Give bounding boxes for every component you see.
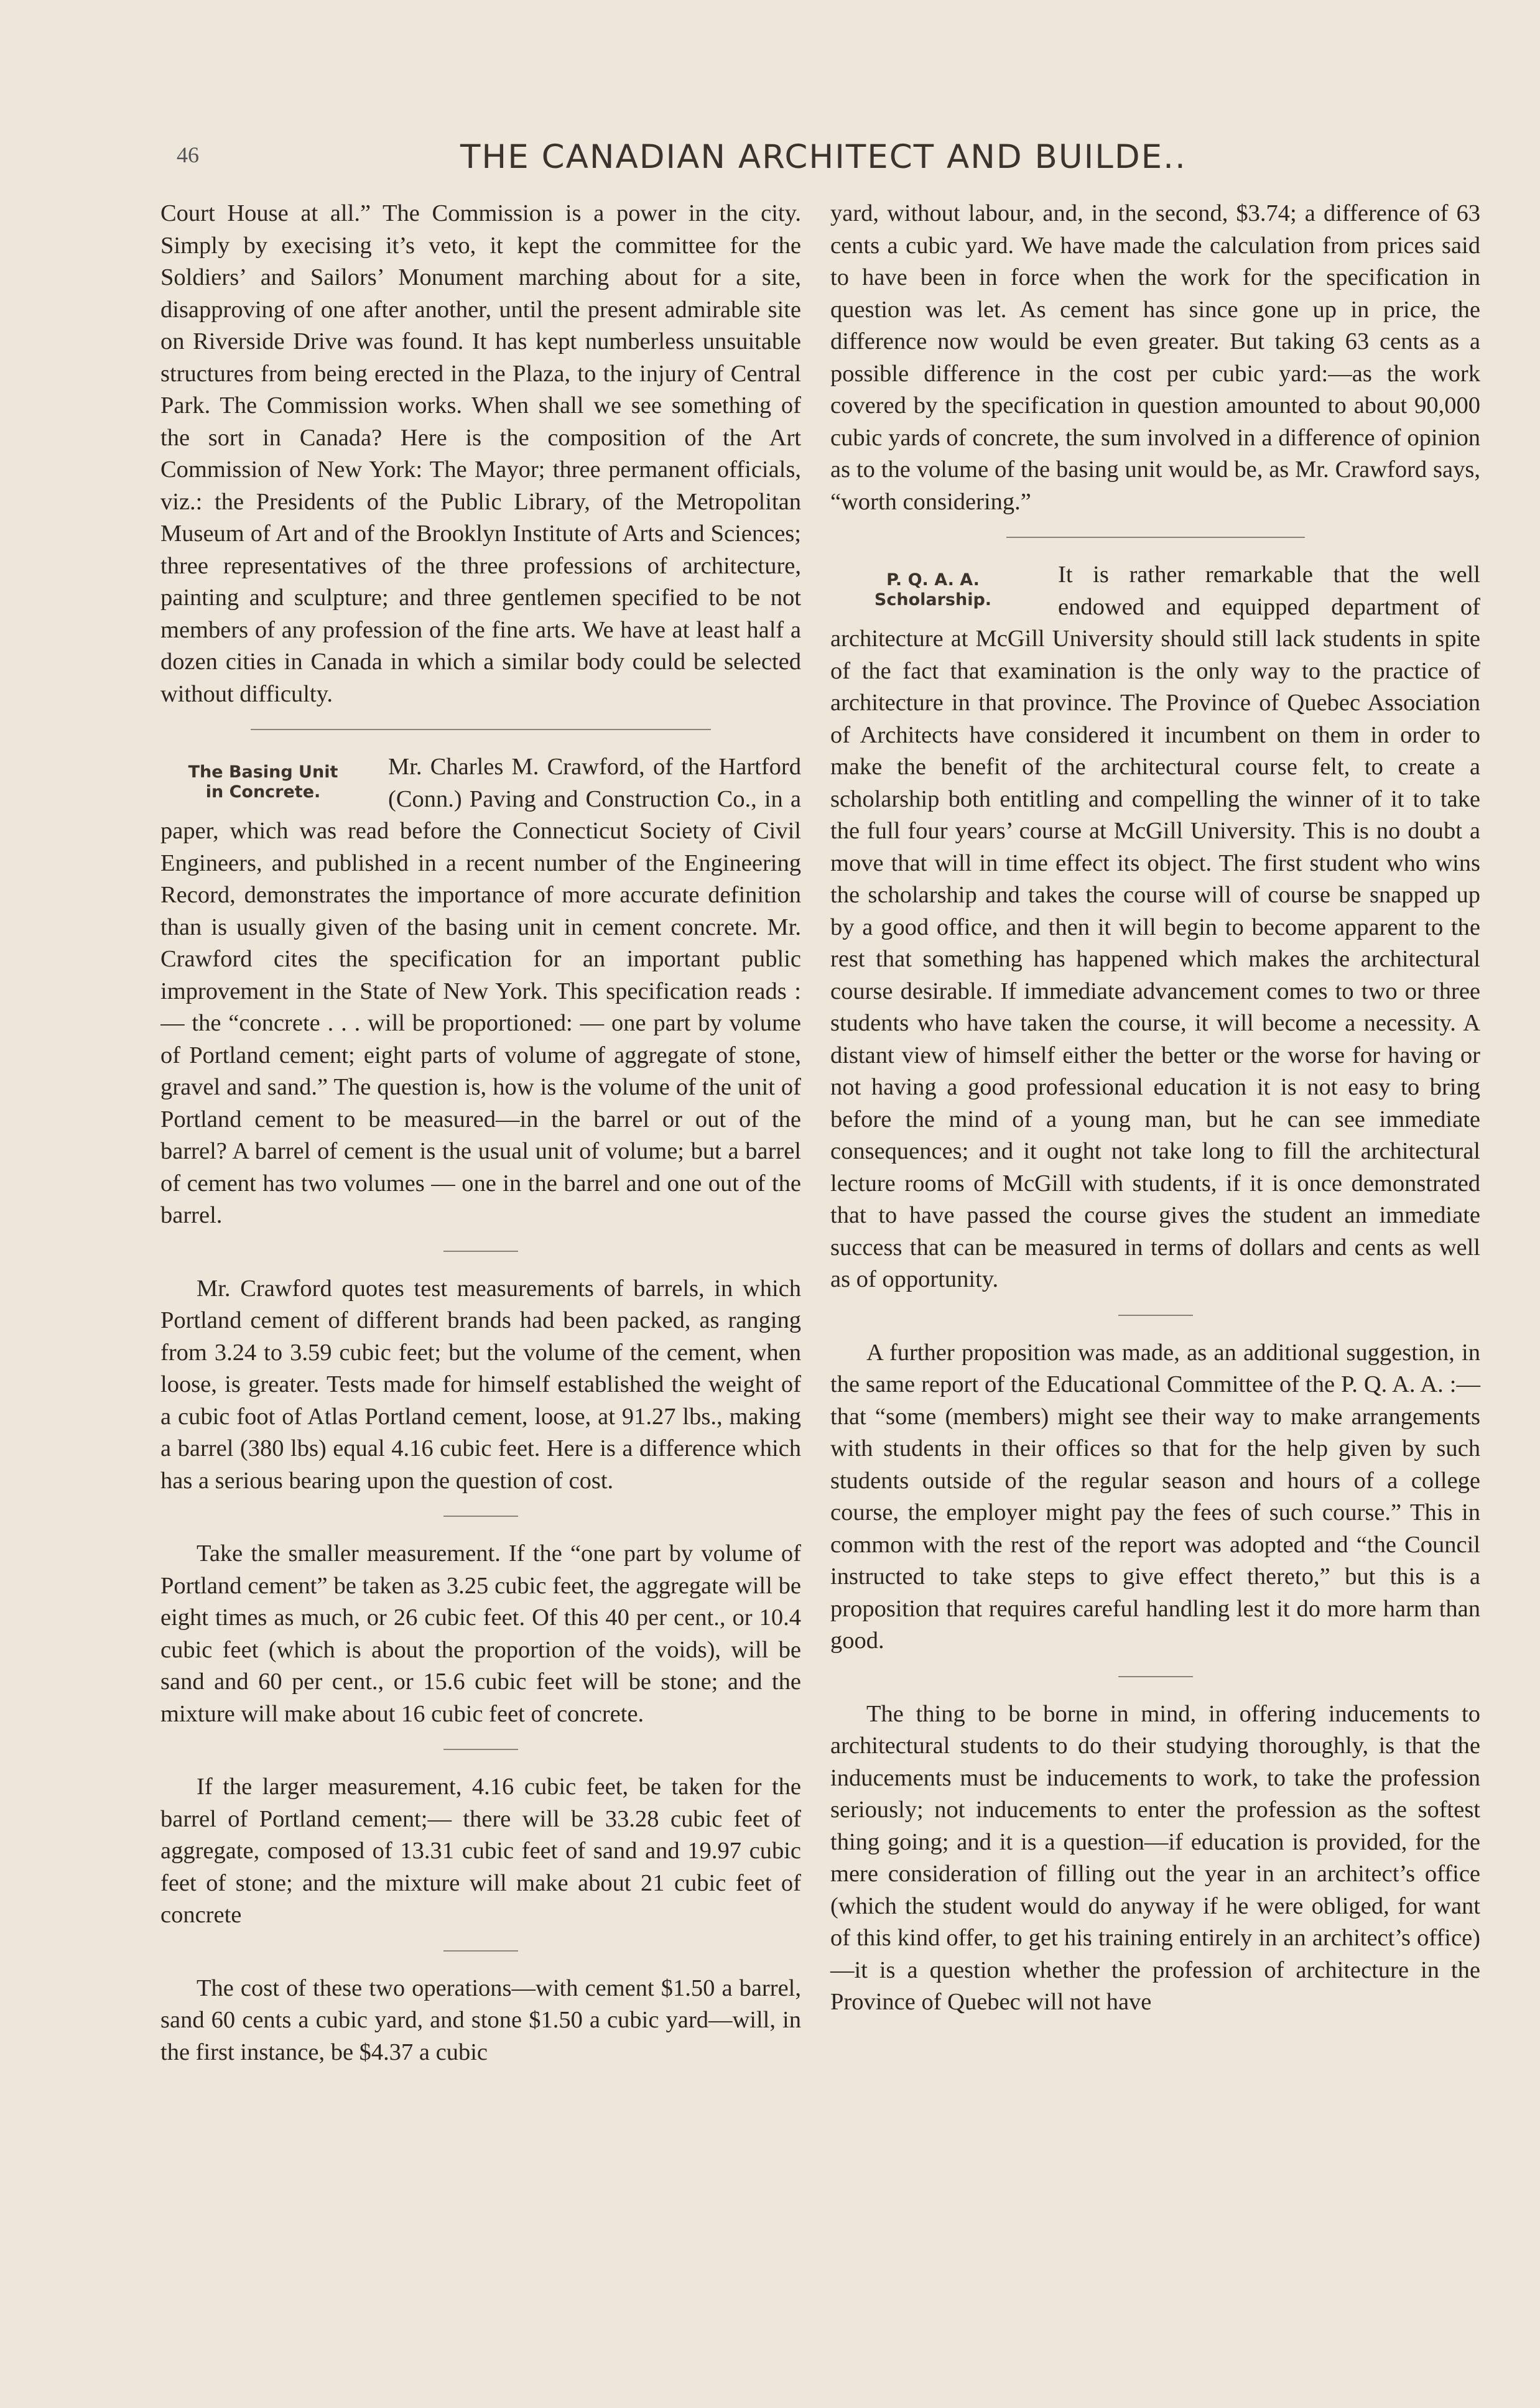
paragraph-cost-continued: yard, without labour, and, in the second, $3.74; a difference of 63 cents a cubic yard. We have made the calculation from prices said to have been in force when the work for the specification in question was let. As cement has since gone up in price, the difference now would be even greater. But taking 63 cents as a possible difference in the cost per cubic yard:—as the work covered by the specification in question amounted to about 90,000 cubic yards of concrete, the sum involved in a difference of opinion as to the volume of the basing unit would be, as Mr. Crawford says, “worth considering.” [830,200,1480,515]
running-head: THE CANADIAN ARCHITECT AND BUILDE.. [460,138,1187,176]
paragraph-divider [443,1516,518,1517]
paragraph-inducements: The thing to be borne in mind, in offering inducements to architectural students to do their studying thoroughly, is that the inducements must be inducements to work, to take the profession seriously; not inducements to enter the profession as the softest thing going; and it is a question—if education is provided, for the mere consideration of filling out the year in an architect’s office (which the student would do anyway if he were obliged, for want of this kind offer, to get his training entirely in an architect’s office)—it is a question whether the profession of architecture in the Province of Quebec will not have [830,1700,1480,2015]
sidehead-basing-unit [160,751,366,802]
paragraph-divider [443,1749,518,1750]
paragraph-crawford-paper: Mr. Charles M. Crawford, of the Hartford (Conn.) Paving and Construction Co., in a paper, which was read before the Connecticut Society of Civil Engineers, and published in a recent number of the Engineering Record, demonstrates the importance of more accurate definition than is usually given of the basing unit in cement concrete. Mr. Crawford cites the specification for an important public improvement in the State of New York. This specification reads :— the “concrete . . . will be proportioned: — one part by volume of Portland cement; eight parts of volume of aggregate of stone, gravel and sand.” The question is, how is the volume of the unit of Portland cement to be measured—in the barrel or out of the barrel? A barrel of cement is the usual unit of volume; but a barrel of cement has two volumes — one in the barrel and one out of the barrel. [160,754,801,1228]
paragraph-divider [443,1251,518,1252]
article-basing-unit [160,751,801,1232]
paragraph-divider [1118,1315,1193,1316]
paragraph-test-measurements: Mr. Crawford quotes test measurements of barrels, in which Portland cement of different brands had been packed, as ranging from 3.24 to 3.59 cubic feet; but the volume of the cement, when loose, is greater. Tests made for himself established the weight of a cubic foot of Atlas Portland cement, loose, at 91.27 lbs., making a barrel (380 lbs) equal 4.16 cubic feet. Here is a difference which has a serious bearing upon the question of cost. [160,1275,801,1494]
paragraph-divider [443,1950,518,1952]
paragraph-further-proposition: A further proposition was made, as an additional suggestion, in the same report of the Educational Committee of the P. Q. A. A. :—that “some (members) might see their way to make arrangements with students in their offices so that for the help given by such students outside of the regular season and hours of a college course, the employer might pay the fees of such course.” This in common with the rest of the report was adopted and “the Council instructed to take steps to give effect thereto,” but this is a proposition that requires careful handling lest it do more harm than good. [830,1339,1480,1654]
left-column [160,198,801,2068]
sidehead-line: The Basing Unit [188,762,338,782]
right-column [830,198,1480,2019]
sidehead-pqaa-scholarship [830,559,1036,610]
paragraph-larger-measurement: If the larger measurement, 4.16 cubic feet, be taken for the barrel of Portland cement;— there will be 33.28 cubic feet of aggregate, composed of 13.31 cubic feet of sand and 19.97 cubic feet of stone; and the mixture will make about 21 cubic feet of concrete [160,1774,801,1928]
paragraph-cost: The cost of these two operations—with cement $1.50 a barrel, sand 60 cents a cubic yard, and stone $1.50 a cubic yard—will, in the first instance, be $4.37 a cubic [160,1975,801,2065]
paragraph-smaller-measurement: Take the smaller measurement. If the “one part by volume of Portland cement” be taken as 3.25 cubic feet, the aggregate will be eight times as much, or 26 cubic feet. Of this 40 per cent., or 10.4 cubic feet (which is about the proportion of the voids), will be sand and 60 per cent., or 15.6 cubic feet will be stone; and the mixture will make about 16 cubic feet of concrete. [160,1540,801,1727]
page-number: 46 [177,142,199,167]
paragraph-divider [1118,1676,1193,1677]
paragraph-art-commission: Court House at all.” The Commission is a power in the city. Simply by execising it’s veto, it kept the committee for the Soldiers’ and Sailors’ Monument marching about for a site, disapproving of one after another, until the present admirable site on Riverside Drive was found. It has kept numberless unsuitable structures from being erected in the Plaza, to the injury of Central Park. The Commission works. When shall we see something of the sort in Canada? Here is the composition of the Art Commission of New York: The Mayor; three permanent officials, viz.: the Presidents of the Public Library, of the Metropolitan Museum of Art and of the Brooklyn Institute of Arts and Sciences; three representatives of the three professions of architecture, painting and sculpture; and three gentlemen specified to be not members of any profession of the fine arts. We have at least half a dozen cities in Canada in which a similar body could be selected without difficulty. [160,200,801,707]
section-divider [251,729,711,730]
article-pqaa-scholarship [830,559,1480,1296]
paragraph-scholarship: It is rather remarkable that the well endowed and equipped department of architecture at McGill University should still lack students in spite of the fact that examination is the only way to the practice of architecture in that province. The Province of Quebec Association of Architects have considered it incumbent on them in order to make the benefit of the architectural course felt, to create a scholarship both entitling and compelling the winner of it to take the full four years’ course at McGill University. This is no doubt a move that will in time effect its object. The first student who wins the scholarship and takes the course will of course be snapped up by a good office, and then it will begin to become apparent to the rest that something has happened which makes the architectural course desirable. If immediate advancement comes to two or three students who have taken the course, it will become a necessity. A distant view of himself either the better or the worse for having or not having a good professional education it is not easy to bring before the mind of a young man, but he can see immediate consequences; and it ought not take long to fill the architectural lecture rooms of McGill with students, if it is once demonstrated that to have passed the course gives the student an immediate success that can be measured in terms of dollars and cents as well as of opportunity. [830,562,1480,1292]
sidehead-line: in Concrete. [205,782,321,802]
section-divider [1006,537,1305,538]
sidehead-line: Scholarship. [874,590,992,609]
sidehead-line: P. Q. A. A. [886,570,980,590]
